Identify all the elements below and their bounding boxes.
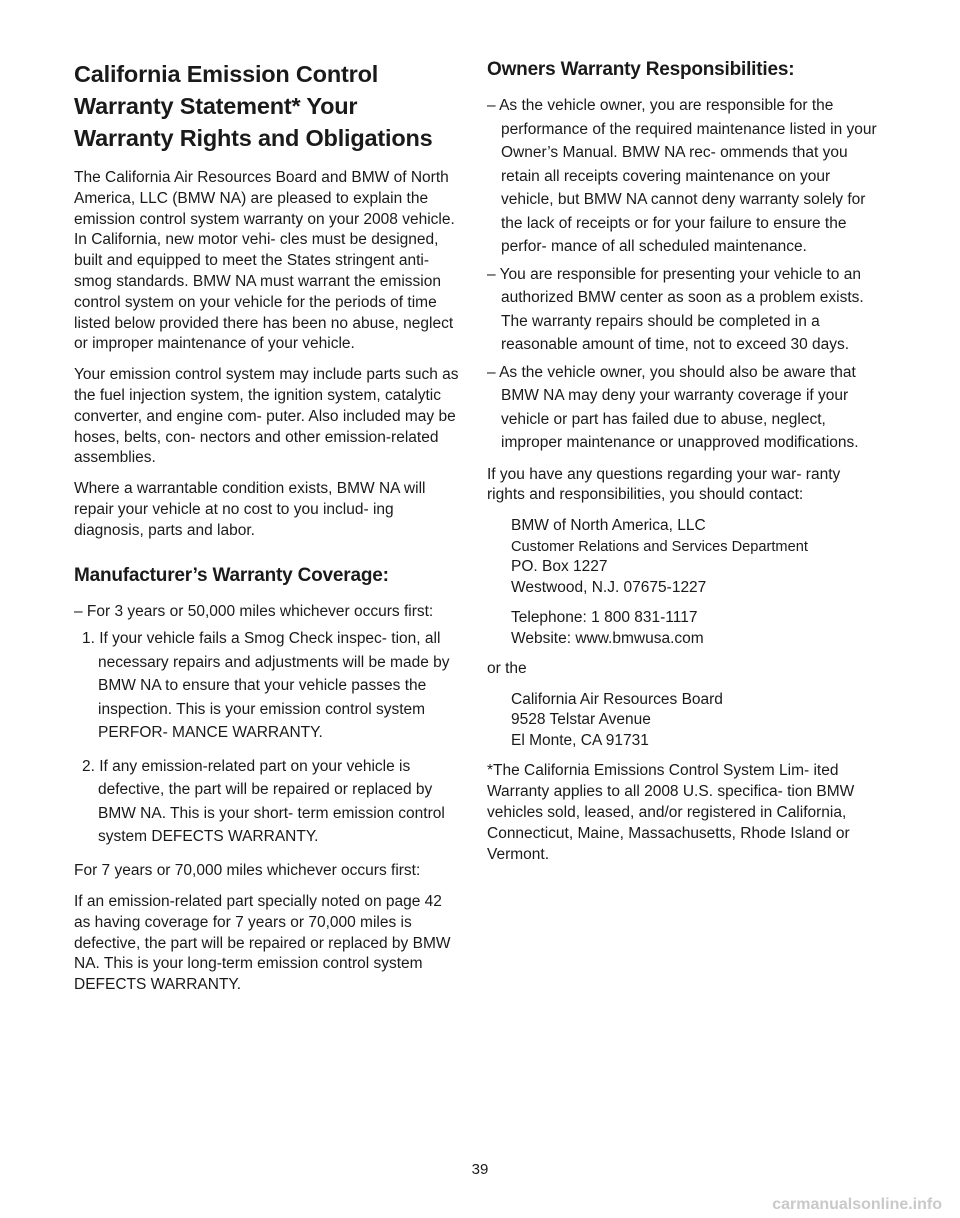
bmw-phone: Telephone: 1 800 831-1117	[511, 609, 698, 627]
coverage-heading: Manufacturer’s Warranty Coverage:	[74, 564, 389, 586]
responsibility-item-3: – As the vehicle owner, you should also be aware that BMW NA may deny your warranty coverage if your vehicle or part has failed due to abuse, neglect, improper maintenance or unapproved modifications.	[487, 363, 859, 451]
or-the-text: or the	[487, 660, 527, 678]
bmw-address-line-4: Westwood, N.J. 07675-1227	[511, 578, 707, 596]
seven-years-paragraph: For 7 years or 70,000 miles whichever occurs first:	[74, 861, 421, 879]
right-column	[487, 58, 877, 875]
page-number: 39	[471, 1161, 489, 1178]
questions-paragraph: If you have any questions regarding your war- ranty rights and responsibilities, you should contact:	[487, 465, 841, 504]
left-column	[74, 58, 459, 1006]
carb-address	[511, 690, 877, 752]
parts-paragraph: Your emission control system may include parts such as the fuel injection system, the ignition system, catalytic converter, and engine com- puter. Also included may be hoses, belts, con- nectors and other emission-related assemblies.	[74, 366, 459, 467]
bmw-address-line-3: PO. Box 1227	[511, 558, 608, 576]
coverage-dash-item: – For 3 years or 50,000 miles whichever occurs first:	[74, 602, 434, 620]
bmw-address-line-1: BMW of North America, LLC	[511, 517, 706, 535]
bmw-website: Website: www.bmwusa.com	[511, 629, 704, 647]
bmw-address	[511, 516, 877, 598]
bmw-contact	[511, 608, 877, 649]
intro-paragraph: The California Air Resources Board and BMW of North America, LLC (BMW NA) are pleased to explain the emission control system warranty on your 2008 vehicle. In California, new motor vehi- cles must be designed, built and equipped to meet the States stringent anti-smog standards. BMW NA must warrant the emission control system on your vehicle for the periods of time listed below provided there has been no abuse, neglect or improper maintenance of your vehicle.	[74, 169, 455, 353]
responsibility-item-2: – You are responsible for presenting your vehicle to an authorized BMW center as soon as a problem exists. The warranty repairs should be completed in a reasonable amount of time, not to exceed 30 days.	[487, 265, 864, 353]
carb-address-line-1: California Air Resources Board	[511, 690, 723, 708]
carb-address-line-3: El Monte, CA 91731	[511, 731, 649, 749]
responsibilities-heading: Owners Warranty Responsibilities:	[487, 59, 795, 80]
carb-address-line-2: 9528 Telstar Avenue	[511, 711, 651, 729]
watermark: carmanualsonline.info	[772, 1196, 942, 1213]
page-title: California Emission Control Warranty Statement* Your Warranty Rights and Obligations	[74, 61, 433, 151]
coverage-item-2: 2. If any emission-related part on your vehicle is defective, the part will be repaired or replaced by BMW NA. This is your short- term emission control system DEFECTS WARRANTY.	[82, 757, 445, 846]
responsibility-item-1: – As the vehicle owner, you are responsible for the performance of the required maintenance listed in your Owner’s Manual. BMW NA rec- ommends that you retain all receipts covering maintenance on your vehicle, but BMW NA cannot deny warranty solely for the lack of receipts or for your failure to ensure the perfor- mance of all scheduled maintenance.	[487, 97, 877, 255]
coverage-item-1: 1. If your vehicle fails a Smog Check inspec- tion, all necessary repairs and adjustments will be made by BMW NA to ensure that your vehicle passes the inspection. This is your emission control system PERFOR- MANCE WARRANTY.	[82, 630, 450, 742]
long-term-paragraph: If an emission-related part specially noted on page 42 as having coverage for 7 years or 70,000 miles is defective, the part will be repaired or replaced by BMW NA. This is your long-term emission control system DEFECTS WARRANTY.	[74, 893, 451, 994]
bmw-address-line-2: Customer Relations and Services Department	[511, 538, 808, 555]
footnote-paragraph: *The California Emissions Control System Lim- ited Warranty applies to all 2008 U.S. specifica- tion BMW vehicles sold, leased, and/or registered in California, Connecticut, Maine, Massachusetts, Rhode Island or Vermont.	[487, 762, 855, 863]
repair-paragraph: Where a warrantable condition exists, BMW NA will repair your vehicle at no cost to you includ- ing diagnosis, parts and labor.	[74, 480, 426, 539]
